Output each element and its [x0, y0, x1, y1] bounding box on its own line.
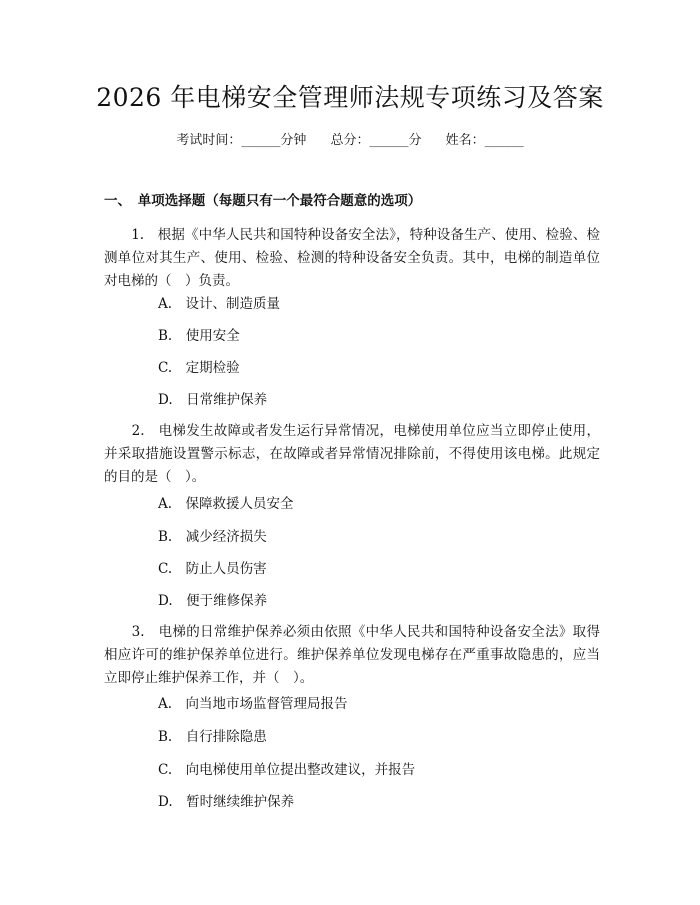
- question-2-option-d: D. 便于维修保养: [158, 593, 268, 609]
- question-1-text: 1. 根据《中华人民共和国特种设备安全法》，特种设备生产、使用、检验、检测单位对其生产、使用、检验、检测的特种设备安全负责。其中，电梯的制造单位对电梯的（ ）负责。: [104, 227, 600, 289]
- question-1-option-b: B. 使用安全: [158, 328, 240, 344]
- section-heading: 一、 单项选择题（每题只有一个最符合题意的选项）: [104, 193, 422, 209]
- exam-time-field: 考试时间：______分钟: [176, 133, 307, 148]
- exam-info-row: [0, 130, 700, 152]
- question-3-option-d: D. 暂时继续维护保养: [158, 794, 295, 810]
- question-3-option-b: B. 自行排除隐患: [158, 729, 267, 745]
- document-title: 2026 年电梯安全管理师法规专项练习及答案: [96, 83, 604, 112]
- question-3-text: 3. 电梯的日常维护保养必须由依照《中华人民共和国特种设备安全法》取得相应许可的维护保养单位进行。维护保养单位发现电梯存在严重事故隐患的，应当立即停止维护保养工作，并（ ）。: [104, 624, 600, 686]
- question-1-option-d: D. 日常维护保养: [158, 392, 268, 408]
- student-name-field: 姓名：______: [445, 133, 524, 148]
- question-2-option-a: A. 保障救援人员安全: [158, 496, 294, 512]
- question-2-option-b: B. 减少经济损失: [158, 529, 267, 545]
- question-2-text: 2. 电梯发生故障或者发生运行异常情况，电梯使用单位应当立即停止使用，并采取措施设置警示标志，在故障或者异常情况排除前，不得使用该电梯。此规定的目的是（ ）。: [104, 423, 600, 485]
- total-score-field: 总分：______分: [330, 133, 422, 148]
- question-3-option-a: A. 向当地市场监督管理局报告: [158, 696, 348, 712]
- question-1-option-c: C. 定期检验: [158, 360, 240, 376]
- question-1-option-a: A. 设计、制造质量: [158, 296, 281, 312]
- question-3-option-c: C. 向电梯使用单位提出整改建议，并报告: [158, 762, 416, 778]
- question-2-option-c: C. 防止人员伤害: [158, 561, 267, 577]
